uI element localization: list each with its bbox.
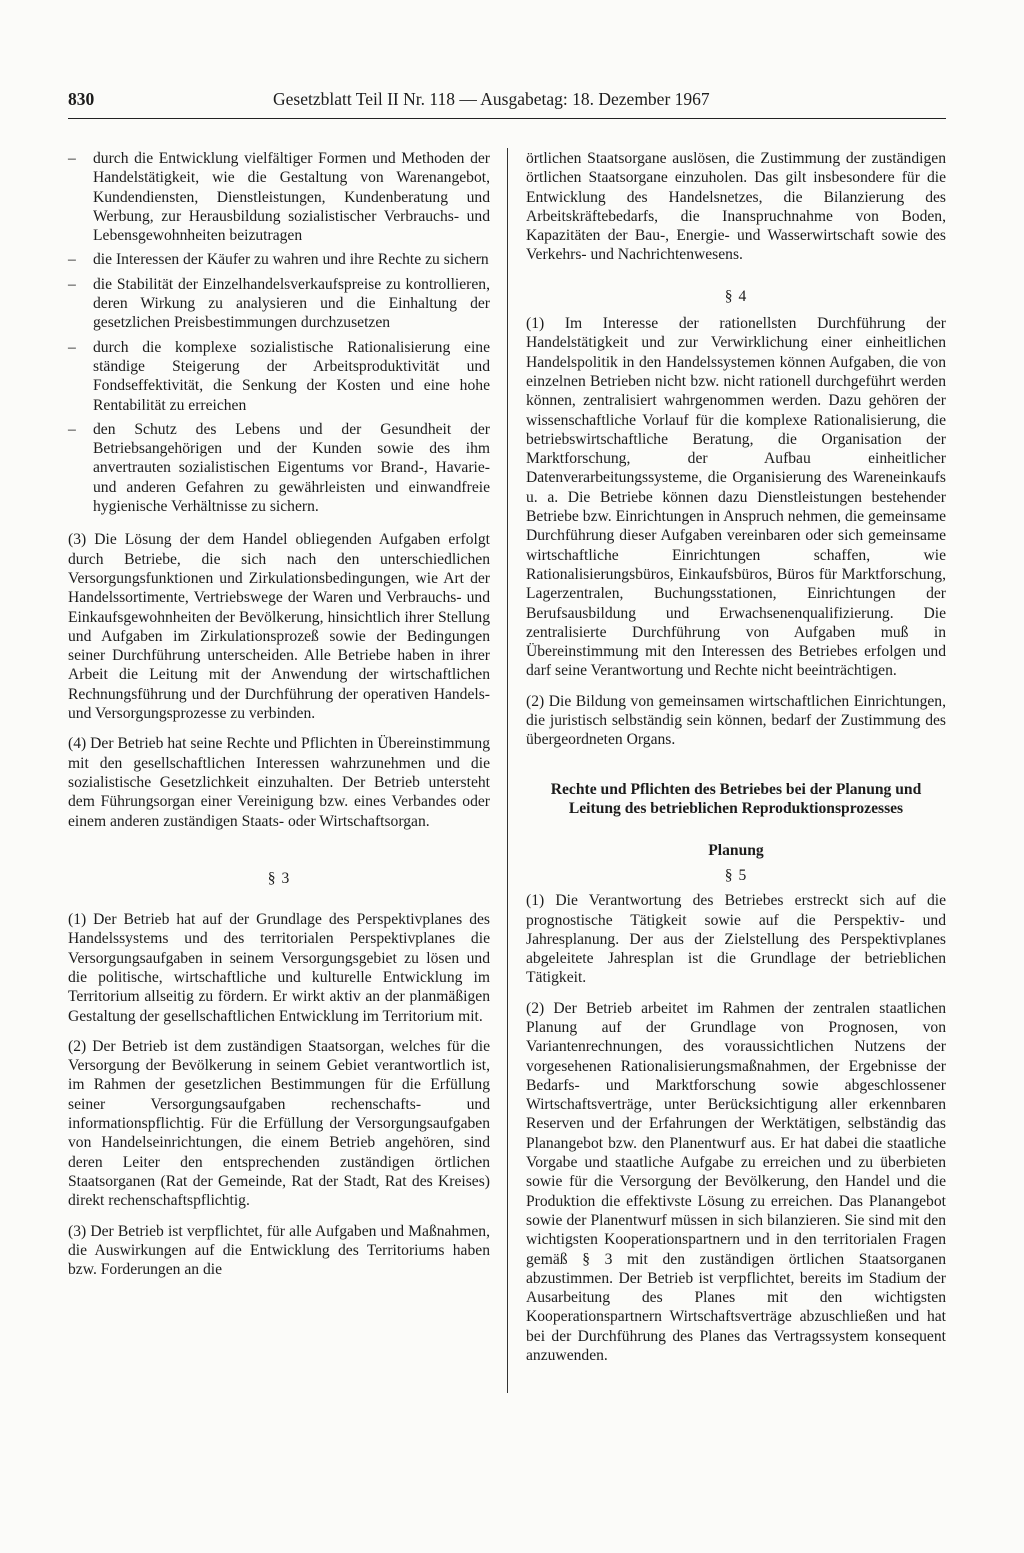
continued-paragraph: örtlichen Staatsorgane auslösen, die Zustimmung der zuständigen örtlichen Staatsorgane einzuholen. Das gilt insbesondere für die Entwicklung des Handelsnetzes, die Bilanzierung des Arbeitskräftebedarfs, die Inanspruchnahme von Boden, Kapazitäten der Bau-, Energie- und Wasserwirtschaft sowie des Verkehrs- und Nachrichtenwesens. [526,150,946,264]
section-5-paragraph-1: (1) Die Verantwortung des Betriebes erstreckt sich auf die prognostische Tätigkeit sowie auf die Perspektiv- und Jahresplanung. Der aus der Zielstellung des Perspektivplanes abgeleitete Jahresplan ist die Grundlage der betrieblichen Tätigkeit. [526,892,946,987]
section-4-paragraph-2: (2) Die Bildung von gemeinsamen wirtschaftlichen Einrichtungen, die juristisch selbständig sein können, bedarf der Zustimmung des übergeordneten Organs. [526,692,946,749]
paragraph-3: (3) Die Lösung der dem Handel obliegenden Aufgaben erfolgt durch Betriebe, die sich nach den unterschiedlichen Versorgungsfunktionen und Zirkulationsbedingungen, wie Art der Handelssortimente, Vertriebswege der Waren und Verbrauchs- und Einkaufsgewohnheiten der Bevölkerung, hinsichtlich ihrer Stellung und Aufgaben im Zirkulationsprozeß sowie der Bedingungen seiner Durchführung unterscheiden. Alle Betriebe haben in ihrer Arbeit die Leitung mit der Anwendung der wirtschaftlichen Rechnungsführung und der Durchführung der operativen Handels- und Versorgungsprozesse zu verbinden. [68,531,490,723]
section-3-heading: § 3 [267,869,291,887]
list-item: – die Stabilität der Einzelhandelsverkaufspreise zu kontrollieren, deren Wirkung zu analysieren und die Einhaltung der gesetzlichen Preisbestimmungen durchzusetzen [68,275,490,332]
list-item-text: die Interessen der Käufer zu wahren und ihre Rechte zu sichern [93,251,489,269]
part-heading: Rechte und Pflichten des Betriebes bei der Planung und Leitung des betrieblichen Reproduktionsprozesses [550,780,922,818]
list-item-text: durch die komplexe sozialistische Rationalisierung eine ständige Steigerung der Arbeitsproduktivität und Fondseffektivität, die Senkung der Kosten und eine hohe Rentabilität zu erreichen [93,338,490,414]
column-divider [507,148,508,1393]
list-item-text: die Stabilität der Einzelhandelsverkaufspreise zu kontrollieren, deren Wirkung zu analysieren und die Einhaltung der gesetzlichen Preisbestimmungen durchzusetzen [93,275,490,332]
section-4-paragraph-1: (1) Im Interesse der rationellsten Durchführung der Handelstätigkeit und zur Verwirklichung einer einheitlichen Handelspolitik in den Handelssystemen können Aufgaben, die von einzelnen Betrieben nicht bzw. nicht rationell durchgeführt werden können, zentralisiert wahrgenommen werden. Dazu gehören der wissenschaftliche Vorlauf für die komplexe Rationalisierung, die betriebswirtschaftliche Beratung, die Organisation der Marktforschung, der Aufbau einheitlicher Datenverarbeitungssysteme, die Organisierung des Wareneinkaufs u. a. Die Betriebe können dazu Dienstleistungen bestehender Betriebe bzw. Einrichtungen in Anspruch nehmen, die gemeinsame Durchführung dieser Aufgaben vereinbaren oder sich gemeinsame wirtschaftliche Einrichtungen schaffen, wie Rationalisierungsbüros, Einkaufsbüros, Büros für Marktforschung, Lagerzentralen, Buchungsstationen, Einrichtungen der Berufsausbildung und Erwachsenenqualifizierung. Die zentralisierte Durchführung von Aufgaben muß in Übereinstimmung mit den Interessen des Betriebes erfolgen und darf seine Verantwortung und Rechte nicht beeinträchtigen. [526,315,946,680]
list-item: – die Interessen der Käufer zu wahren und ihre Rechte zu sichern [68,251,489,269]
gazette-header-title: Gesetzblatt Teil II Nr. 118 — Ausgabetag: 18. Dezember 1967 [273,89,710,109]
section-5-paragraph-2: (2) Der Betrieb arbeitet im Rahmen der zentralen staatlichen Planung auf der Grundlage von Prognosen, von Variantenrechnungen, des voraussichtlichen Nutzens der vorgesehenen Rationalisierungsmaßnahmen, der Ergebnisse der Bedarfs- und Marktforschung sowie abgeschlossener Wirtschaftsverträge, unter Berücksichtigung aller erkennbaren Reserven und der Erfahrungen der Werktätigen, selbständig das Planangebot bzw. den Planentwurf aus. Er hat dabei die staatliche Vorgabe und staatliche Aufgabe zu erreichen und zu überbieten sowie für die Versorgung der Bevölkerung, den Handel und die Produktion die effektivste Lösung zu erreichen. Das Planangebot sowie der Planentwurf müssen in sich bilanzieren. Sie sind mit den wichtigsten Kooperationspartnern und in den territorialen Fragen gemäß § 3 mit den zuständigen örtlichen Staatsorganen abzustimmen. Der Betrieb ist verpflichtet, bereits im Stadium der Ausarbeitung des Planes mit den wichtigsten Kooperationspartnern Wirtschaftsverträge abzuschließen und hat bei der Durchführung des Planes das Vertragssystem konsequent anzuwenden. [526,999,946,1365]
planung-heading: Planung [708,841,764,859]
section-3-paragraph-3: (3) Der Betrieb ist verpflichtet, für alle Aufgaben und Maßnahmen, die Auswirkungen auf die Entwicklung des Territoriums haben bzw. Forderungen an die [68,1222,490,1279]
list-item-text: durch die Entwicklung vielfältiger Formen und Methoden der Handelstätigkeit, wie die Gestaltung von Warenangebot, Kundendiensten, Dienstleistungen, Kundenberatung und Werbung, zur Herausbildung sozialistischer Verbrauchs- und Lebensgewohnheiten beizutragen [93,150,490,245]
page-number: 830 [68,89,95,109]
right-column [526,149,946,1376]
section-3-paragraph-2: (2) Der Betrieb ist dem zuständigen Staatsorgan, welches für die Versorgung der Bevölkerung in seinem Gebiet verantwortlich ist, im Rahmen der gesetzlichen Bestimmungen für die Erfüllung seiner Versorgungsaufgaben rechenschafts- und informationspflichtig. Für die Erfüllung der Versorgungsaufgaben von Handelseinrichtungen, die einem Betrieb angehören, sind deren Leiter den entsprechenden zuständigen örtlichen Staatsorganen (Rat der Gemeinde, Rat der Stadt, Rat des Kreises) direkt rechenschaftspflichtig. [68,1037,490,1210]
list-item: – durch die Entwicklung vielfältiger Formen und Methoden der Handelstätigkeit, wie die Gestaltung von Warenangebot, Kundendiensten, Dienstleistungen, Kundenberatung und Werbung, zur Herausbildung sozialistischer Verbrauchs- und Lebensgewohnheiten beizutragen [68,150,490,245]
header-rule [68,118,946,119]
list-item: – durch die komplexe sozialistische Rationalisierung eine ständige Steigerung der Arbeitsproduktivität und Fondseffektivität, die Senkung der Kosten und eine hohe Rentabilität zu erreichen [68,338,490,414]
left-column [68,149,490,1290]
paragraph-4: (4) Der Betrieb hat seine Rechte und Pflichten in Übereinstimmung mit den gesellschaftlichen Interessen wahrzunehmen und die sozialistische Gesetzlichkeit einzuhalten. Der Betrieb untersteht dem Führungsorgan einer Vereinigung bzw. eines Verbandes oder einem anderen zuständigen Staats- oder Wirtschaftsorgan. [68,735,490,830]
list-item: – den Schutz des Lebens und der Gesundheit der Betriebsangehörigen und der Kunden sowie des ihm anvertrauten sozialistischen Eigentums vor Brand-, Havarie- und anderen Gefahren zu gewährleisten und einwandfreie hygienische Verhältnisse zu sichern. [68,420,490,516]
section-3-paragraph-1: (1) Der Betrieb hat auf der Grundlage des Perspektivplanes des Handelssystems und des territorialen Perspektivplanes die Versorgungsaufgaben in seinem Versorgungsgebiet zu lösen und die politische, wirtschaftliche und kulturelle Entwicklung im Territorium allseitig zu fördern. Er wirkt aktiv an der planmäßigen Gestaltung der gesellschaftlichen Entwicklung im Territorium mit. [68,911,490,1025]
list-item-text: den Schutz des Lebens und der Gesundheit der Betriebsangehörigen und der Kunden sowie des ihm anvertrauten sozialistischen Eigentums vor Brand-, Havarie- und anderen Gefahren zu gewährleisten und einwandfreie hygienische Verhältnisse zu sichern. [93,420,490,516]
section-5-heading: § 5 [724,866,748,884]
section-4-heading: § 4 [724,287,748,305]
